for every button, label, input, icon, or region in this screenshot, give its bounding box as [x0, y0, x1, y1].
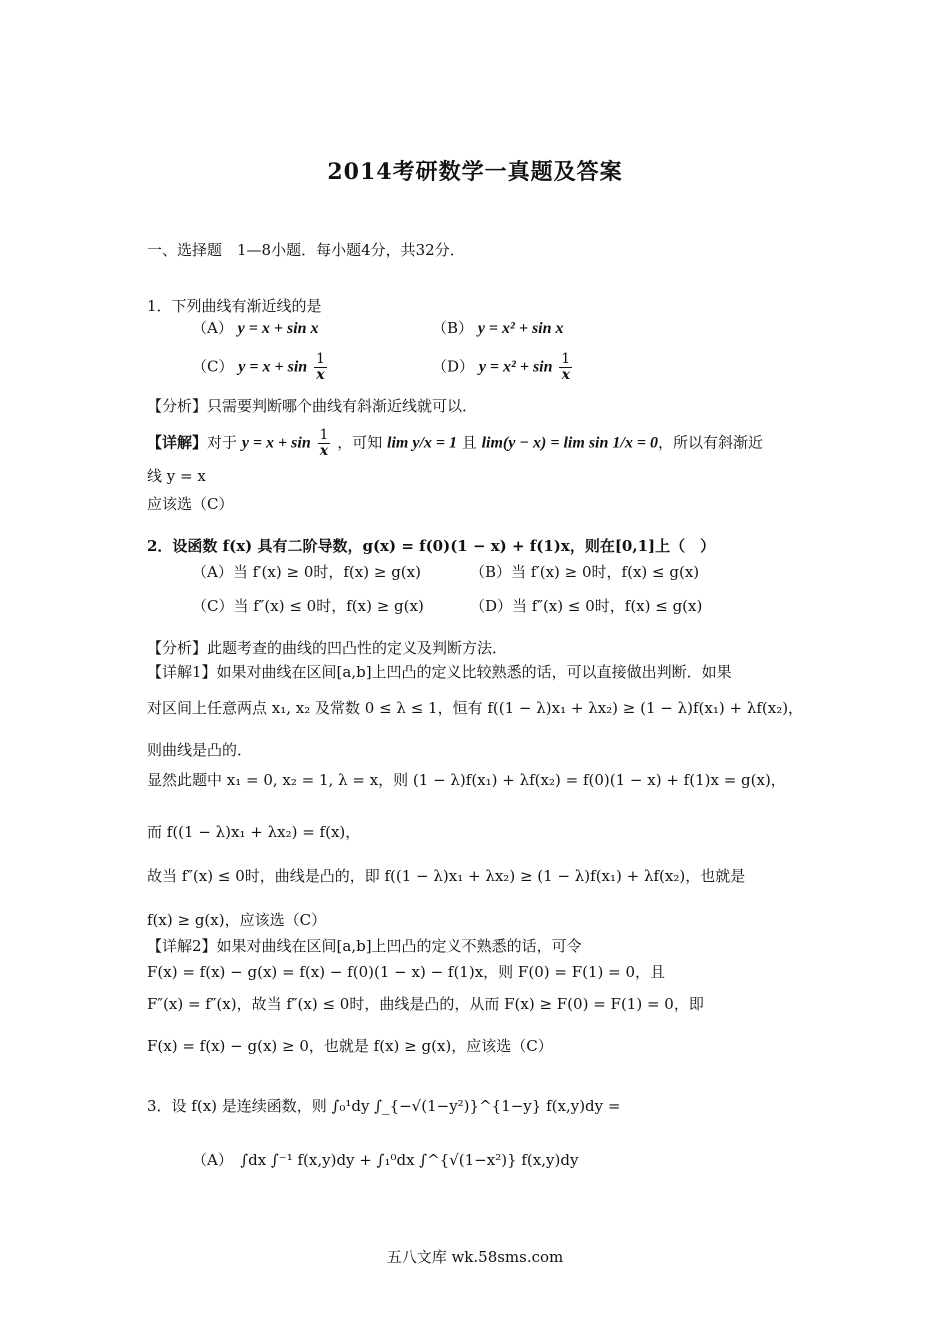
- q2-stem: 2．设函数 f(x) 具有二阶导数，g(x) = f(0)(1 − x) + f(1)x，则在[0,1]上（ ）: [147, 537, 716, 555]
- q2-detail2-line2: F(x) = f(x) − g(x) = f(x) − f(0)(1 − x) − f(1)x，则 F(0) = F(1) = 0，且: [147, 963, 665, 981]
- q1-analysis: [147, 396, 477, 416]
- q2-detail2-line4: F(x) = f(x) − g(x) ≥ 0，也就是 f(x) ≥ g(x)，应该选（C）: [147, 1037, 553, 1055]
- detail-tag: 【详解】: [147, 433, 208, 452]
- q1-option-b: [432, 318, 564, 339]
- q3-stem: 3．设 f(x) 是连续函数，则 ∫₀¹dy ∫_{−√(1−y²)}^{1−y} f(x,y)dy =: [147, 1097, 621, 1115]
- q2-option-d: （D）当 f″(x) ≤ 0时，f(x) ≤ g(x): [470, 597, 703, 615]
- fraction: $\frac{1}{x}$: [319, 427, 329, 459]
- q1-option-c: [192, 352, 329, 383]
- q2-option-a: （A）当 f′(x) ≥ 0时，f(x) ≥ g(x): [192, 563, 421, 581]
- q2-detail1-line2: 对区间上任意两点 x₁, x₂ 及常数 0 ≤ λ ≤ 1，恒有 f((1 − λ)x₁ + λx₂) ≥ (1 − λ)f(x₁) + λf(x₂)，: [147, 699, 804, 717]
- option-label: （B）: [432, 319, 474, 337]
- q1-detail-cont: 线 y = x: [147, 467, 206, 485]
- document-title: 2014考研数学一真题及答案: [327, 159, 623, 185]
- q1-option-a: [192, 318, 319, 339]
- formula: y = x² + sin: [478, 358, 553, 376]
- formula: y = x² + sin x: [477, 320, 564, 337]
- formula: lim(y − x) = lim sin 1/x = 0: [481, 434, 658, 452]
- detail-text: 对于: [207, 433, 238, 452]
- option-label: （D）: [432, 357, 475, 376]
- section-header: 一、选择题 1—8小题．每小题4分，共32分．: [147, 241, 465, 259]
- q2-detail1-line4: 显然此题中 x₁ = 0, x₂ = 1, λ = x，则 (1 − λ)f(x₁) + λf(x₂) = f(0)(1 − x) + f(1)x = g(x)，: [147, 771, 786, 789]
- formula: lim y/x = 1: [387, 434, 457, 452]
- q2-analysis: 【分析】此题考查的曲线的凹凸性的定义及判断方法．: [147, 639, 508, 657]
- q1-detail: [147, 428, 763, 459]
- q2-detail1-line6: 故当 f″(x) ≤ 0时，曲线是凸的，即 f((1 − λ)x₁ + λx₂) ≥ (1 − λ)f(x₁) + λf(x₂)，也就是: [147, 867, 746, 885]
- q2-option-c: （C）当 f″(x) ≤ 0时，f(x) ≥ g(x): [192, 597, 424, 615]
- q2-detail1-line3: 则曲线是凸的．: [147, 741, 253, 759]
- fraction: $\frac{1}{x}$: [561, 351, 571, 383]
- footer-watermark: 五八文库 wk.58sms.com: [386, 1248, 564, 1266]
- detail-text: 且: [461, 433, 477, 452]
- analysis-text: 只需要判断哪个曲线有斜渐近线就可以．: [207, 397, 478, 415]
- formula: y = x + sin x: [237, 320, 319, 337]
- formula: y = x + sin: [238, 358, 308, 376]
- q1-option-d: [432, 352, 574, 383]
- q2-detail2-line1: 【详解2】如果对曲线在区间[a,b]上凹凸的定义不熟悉的话，可令: [147, 937, 582, 955]
- analysis-tag: 【分析】: [147, 397, 208, 415]
- q2-detail2-line3: F″(x) = f″(x)，故当 f″(x) ≤ 0时，曲线是凸的，从而 F(x) ≥ F(0) = F(1) = 0，即: [147, 995, 704, 1013]
- q2-detail1-line7: f(x) ≥ g(x)，应该选（C）: [147, 911, 327, 929]
- q1-stem: 1．下列曲线有渐近线的是: [147, 297, 322, 315]
- detail-text: ，所以有斜渐近: [657, 433, 763, 452]
- q2-detail1-line1: 【详解1】如果对曲线在区间[a,b]上凹凸的定义比较熟悉的话，可以直接做出判断．如果: [147, 663, 732, 681]
- q1-answer: 应该选（C）: [147, 495, 234, 513]
- option-label: （A）: [192, 319, 233, 337]
- option-label: （C）: [192, 357, 234, 376]
- fraction: $\frac{1}{x}$: [315, 351, 325, 383]
- q2-detail1-line5: 而 f((1 − λ)x₁ + λx₂) = f(x)，: [147, 823, 361, 841]
- q3-option-a: （A） ∫dx ∫⁻¹ f(x,y)dy + ∫₁⁰dx ∫^{√(1−x²)} f(x,y)dy: [192, 1151, 579, 1169]
- formula: y = x + sin: [241, 434, 311, 452]
- detail-text: ，可知: [337, 433, 383, 452]
- q2-option-b: （B）当 f′(x) ≥ 0时，f(x) ≤ g(x): [470, 563, 700, 581]
